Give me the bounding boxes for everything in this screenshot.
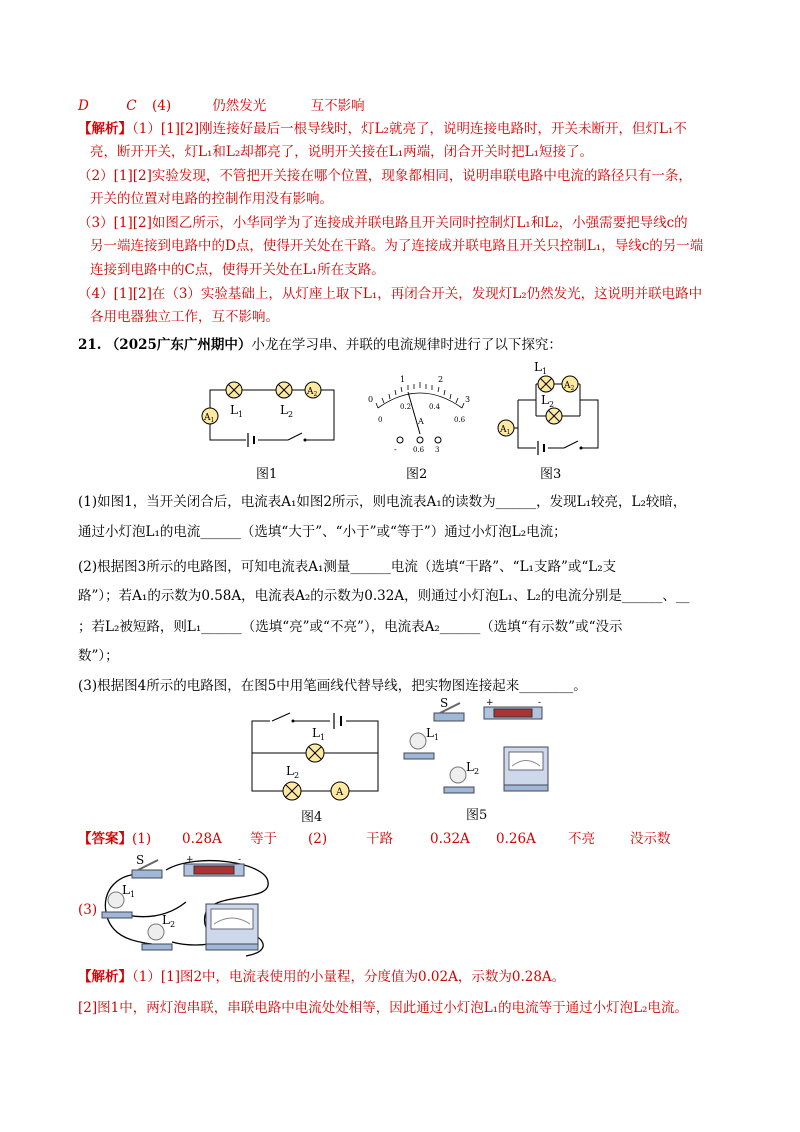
label-l1: $L_1$	[312, 726, 326, 742]
answer-item: 0.26A	[496, 831, 536, 847]
ammeter-a1	[202, 408, 218, 424]
answer-item: 没示数	[630, 831, 671, 847]
knife-switch	[434, 703, 464, 721]
switch	[270, 713, 295, 727]
svg-text:L2: $L_2$	[466, 760, 480, 776]
analysis-top-line-2: 亮，断开开关，灯L₁和L₂却都亮了，说明开关接在L₁两端，闭合开关时把L₁短接了。	[90, 144, 594, 160]
answer-item: (1)	[132, 831, 152, 847]
analysis-top-line-4: 开关的位置对电路的控制作用没有影响。	[90, 191, 333, 207]
terminal-06: 0.6	[413, 446, 425, 454]
label-l1: $L_1$	[534, 360, 548, 376]
question-part-2-line-2: 路”）；若A₁的示数为0.58A，电流表A₂的示数为0.32A，则通过小灯泡L₁、L₂的电流分别是______、__	[78, 588, 690, 604]
figure-4-circuit	[240, 703, 390, 803]
label-l1: $L_1$	[230, 403, 244, 419]
switch	[288, 432, 307, 442]
analysis-bottom-line-1	[78, 967, 565, 987]
analysis-top-line-1	[78, 119, 687, 139]
svg-text:-: -	[238, 855, 242, 865]
question-source: （2025广东广州期中）	[105, 337, 252, 353]
tick-bottom-0: 0	[378, 416, 383, 424]
svg-text:-: -	[538, 698, 542, 708]
analysis-top-line-3: （2）[1][2]实验发现，不管把开关接在哪个位置，现象都相同，说明串联电路中电流的路径只有一条，	[78, 168, 692, 184]
figure-3-circuit	[494, 360, 606, 458]
dial-unit: A	[418, 417, 424, 426]
svg-text:+: +	[486, 698, 494, 708]
analysis-top-line-8: （4）[1][2]在（3）实验基础上，从灯座上取下L₁，再闭合开关，发现灯L₂仍然发光，这说明并联电路中	[78, 286, 703, 302]
tick-top-0: 0	[368, 395, 374, 404]
answer-top-line	[78, 96, 160, 116]
analysis-bottom-line-2: [2]图1中，两灯泡串联，串联电路中电流处处相等，因此通过小灯泡L₁的电流等于通过小灯泡L₂电流。	[78, 1000, 688, 1016]
analysis-top-line-9: 各用电器独立工作，互不影响。	[90, 309, 279, 325]
question-number: 21.	[78, 337, 102, 353]
svg-text:A1: $A_1$	[500, 425, 511, 436]
svg-text:L2: $L_2$	[162, 913, 176, 929]
question-part-2-line-3: ；若L₂被短路，则L₁______（选填“亮”或“不亮”），电流表A₂______（选填“有示数”或“没示	[78, 619, 623, 635]
answer-top-line-rest	[152, 96, 365, 116]
tick-top-1: 1	[400, 375, 406, 384]
label-l2: $L_2$	[541, 393, 555, 409]
label-l2: $L_2$	[286, 764, 300, 780]
analysis-text: （1）[1]图2中，电流表使用的小量程，分度值为0.02A，示数为0.28A。	[132, 969, 566, 985]
dial-terminals	[397, 437, 441, 443]
answer-wiring-diagram	[96, 852, 276, 960]
figure-5-caption: 图5	[466, 808, 488, 823]
figure-5-components	[400, 693, 560, 803]
battery	[246, 433, 258, 447]
answer-item: 不亮	[568, 831, 595, 847]
ammeter-a2	[562, 376, 578, 392]
question-part-2-line-4: 数”）；	[78, 648, 119, 664]
bulb-l2	[444, 760, 479, 793]
figure-2-caption: 图2	[406, 467, 428, 482]
answer-item: 干路	[366, 831, 393, 847]
analysis-tag: 【解析】	[78, 969, 132, 985]
figure-1-caption: 图1	[256, 467, 278, 482]
bulb-l2	[142, 913, 175, 950]
ammeter-a2	[305, 382, 321, 398]
svg-text:A2: $A_2$	[307, 387, 318, 398]
lamp-l2	[283, 782, 301, 800]
answer-item: 0.32A	[430, 831, 470, 847]
figure-3-caption: 图3	[540, 467, 562, 482]
figure-4-caption: 图4	[301, 810, 323, 825]
ammeter-a	[331, 782, 349, 800]
switch	[564, 440, 583, 450]
question-part-3: (3)根据图4所示的电路图，在图5中用笔画线代替导线，把实物图连接起来________。	[78, 678, 587, 694]
answer-tag: 【答案】	[78, 831, 132, 847]
tick-bottom-04: 0.4	[429, 403, 441, 411]
answer-still-lit: 仍然发光	[212, 98, 267, 114]
tick-bottom-06: 0.6	[454, 416, 466, 424]
label-l2: $L_2$	[280, 403, 294, 419]
answer-item: (2)	[308, 831, 328, 847]
battery-holder	[184, 855, 244, 876]
svg-text:L1: $L_1$	[426, 726, 440, 742]
ammeter-device	[206, 904, 258, 950]
figure-2-ammeter-dial	[364, 368, 476, 456]
answer-independent: 互不影响	[310, 98, 365, 114]
lamp-l1	[538, 376, 554, 392]
question-part-1-line-2: 通过小灯泡L₁的电流______（选填“大于”、“小于”或“等于”）通过小灯泡L₂电流；	[78, 524, 567, 540]
bulb-l1	[404, 726, 439, 759]
dial-scale	[376, 382, 464, 408]
answer-item: 等于	[250, 831, 277, 847]
figure-1-circuit	[196, 372, 346, 454]
ammeter-a1	[498, 420, 518, 436]
svg-text:A1: $A_1$	[204, 413, 215, 424]
answer-line	[78, 829, 671, 849]
svg-text:+: +	[186, 855, 194, 865]
analysis-top-line-5: （3）[1][2]如图乙所示，小华同学为了连接成并联电路且开关同时控制灯L₁和L₂，小强需要把导线c的	[78, 215, 688, 231]
battery-holder	[484, 698, 542, 719]
question-21-stem	[78, 335, 562, 355]
label-switch-s: S	[440, 696, 449, 710]
tick-top-3: 3	[465, 395, 471, 404]
answer-d: D	[78, 98, 89, 114]
lamp-l2	[546, 408, 562, 424]
ammeter-device	[504, 747, 548, 791]
analysis-text: （1）[1][2]刚连接好最后一根导线时，灯L₂就亮了，说明连接电路时，开关未断开，但灯L₁不	[132, 121, 687, 137]
analysis-top-line-6: 另一端连接到电路中的D点，使得开关处在干路。为了连接成并联电路且开关只控制L₁，导线c的另一端	[90, 238, 704, 254]
battery	[536, 441, 548, 455]
svg-text:A2: $A_2$	[564, 381, 575, 392]
tick-top-2: 2	[438, 375, 444, 384]
battery	[330, 713, 346, 729]
answer-c: C	[126, 98, 137, 114]
answer-part4: (4)	[152, 98, 172, 114]
answer-part-3-label: (3)	[78, 902, 98, 918]
svg-text:L1: $L_1$	[122, 883, 136, 899]
bulb-l1	[102, 883, 135, 918]
lamp-l1	[306, 744, 324, 762]
question-part-1-line-1: (1)如图1，当开关闭合后，电流表A₁如图2所示，则电流表A₁的读数为______，发现L₁较亮，L₂较暗，	[78, 494, 687, 510]
terminal-3: 3	[435, 446, 440, 454]
answer-item: 0.28A	[182, 831, 222, 847]
lamp-l2	[276, 382, 292, 398]
dial-needle	[408, 392, 420, 434]
question-part-2-line-1: (2)根据图3所示的电路图，可知电流表A₁测量______电流（选填“干路”、“L₁支路”或“L₂支	[78, 559, 617, 575]
tick-bottom-02: 0.2	[400, 403, 412, 411]
label-switch-s: S	[136, 853, 145, 867]
lamp-l1	[226, 382, 242, 398]
question-stem-text: 小龙在学习串、并联的电流规律时进行了以下探究：	[251, 337, 562, 353]
analysis-top-line-7: 连接到电路中的C点，使得开关处在L₁所在支路。	[90, 262, 385, 278]
terminal-minus: -	[394, 445, 397, 454]
svg-text:A: A	[336, 787, 344, 798]
analysis-tag: 【解析】	[78, 121, 132, 137]
